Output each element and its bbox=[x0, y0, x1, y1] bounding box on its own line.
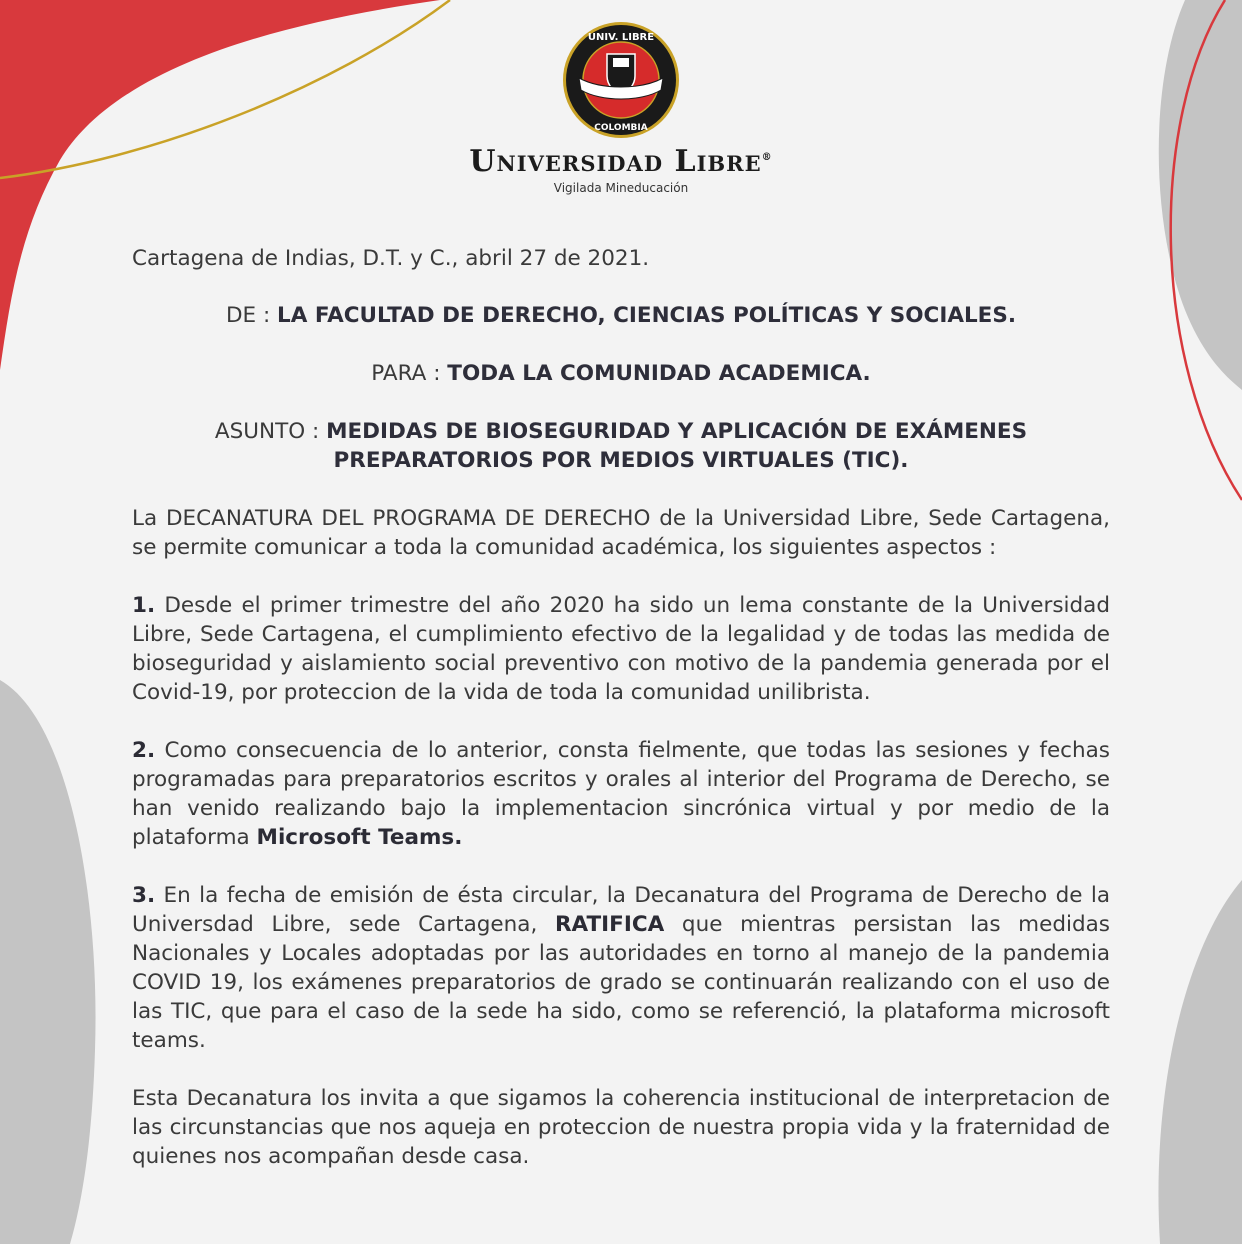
university-logo bbox=[0, 20, 1242, 195]
point-1 bbox=[132, 591, 1110, 707]
to-value: TODA LA COMUNIDAD ACADEMICA. bbox=[447, 361, 871, 386]
point-bold-text: RATIFICA bbox=[554, 912, 665, 937]
point-text: Como consecuencia de lo anterior, consta fielmente, que todas las sesiones y fechas programadas para preparatorios escritos y orales al interior del Programa de Derecho, se han venido realizando bajo la implementacion sincrónica virtual y por medio de la plataforma bbox=[132, 738, 1110, 850]
from-label: DE : bbox=[225, 303, 271, 328]
registered-mark: ® bbox=[761, 152, 773, 163]
circular-body bbox=[132, 244, 1110, 1200]
to-line bbox=[132, 359, 1110, 388]
point-text: En la fecha de emisión de ésta circular, la Decanatura del Programa de Derecho de la Universdad Libre, sede Cartagena, bbox=[132, 883, 1110, 937]
point-bold-text: Microsoft Teams. bbox=[256, 825, 463, 850]
university-seal-icon bbox=[561, 20, 681, 140]
grey-blob-bottom-left bbox=[0, 680, 96, 1244]
point-number: 1. bbox=[132, 593, 156, 618]
point-3 bbox=[132, 881, 1110, 1055]
point-text: que mientras persistan las medidas Nacionales y Locales adoptadas por las autoridades en torno al manejo de la pandemia COVID 19, los exámenes preparatorios de grado se continuarán realizando con el uso de las TIC, que para el caso de la sede ha sido, como se referenció, la plataforma microsoft teams. bbox=[132, 912, 1111, 1053]
from-value: LA FACULTAD DE DERECHO, CIENCIAS POLÍTICAS Y SOCIALES. bbox=[277, 303, 1017, 328]
university-name: Universidad Libre bbox=[469, 144, 762, 179]
subject-value-1: MEDIDAS DE BIOSEGURIDAD Y APLICACIÓN DE EXÁMENES bbox=[326, 419, 1028, 444]
date-line: Cartagena de Indias, D.T. y C., abril 27 de 2021. bbox=[132, 246, 650, 271]
closing-paragraph: Esta Decanatura los invita a que sigamos la coherencia institucional de interpretacion de las circunstancias que nos aqueja en proteccion de nuestra propia vida y la fraternidad de quienes nos acompañan desde casa. bbox=[132, 1086, 1110, 1169]
grey-blob-bottom-right bbox=[1158, 880, 1242, 1244]
intro-paragraph: La DECANATURA DEL PROGRAMA DE DERECHO de la Universidad Libre, Sede Cartagena, se permite comunicar a toda la comunidad académica, los siguientes aspectos : bbox=[132, 506, 1110, 560]
subject-line bbox=[132, 417, 1110, 475]
svg-text:UNIV. LIBRE: UNIV. LIBRE bbox=[587, 32, 655, 43]
svg-text:COLOMBIA: COLOMBIA bbox=[594, 123, 648, 133]
point-text: Desde el primer trimestre del año 2020 ha sido un lema constante de la Universidad Libre, Sede Cartagena, el cumplimiento efectivo de la legalidad y de todas las medida de bioseguridad y aislamiento social preventivo con motivo de la pandemia generada por el Covid-19, por proteccion de la vida de toda la comunidad unilibrista. bbox=[132, 593, 1110, 705]
logo-subtitle: Vigilada Mineducación bbox=[553, 181, 689, 195]
subject-label: ASUNTO : bbox=[214, 419, 320, 444]
point-2 bbox=[132, 736, 1110, 852]
from-line bbox=[132, 301, 1110, 330]
to-label: PARA : bbox=[371, 361, 441, 386]
point-number: 3. bbox=[132, 883, 156, 908]
point-number: 2. bbox=[132, 738, 156, 763]
subject-value-2: PREPARATORIOS POR MEDIOS VIRTUALES (TIC). bbox=[333, 448, 909, 473]
